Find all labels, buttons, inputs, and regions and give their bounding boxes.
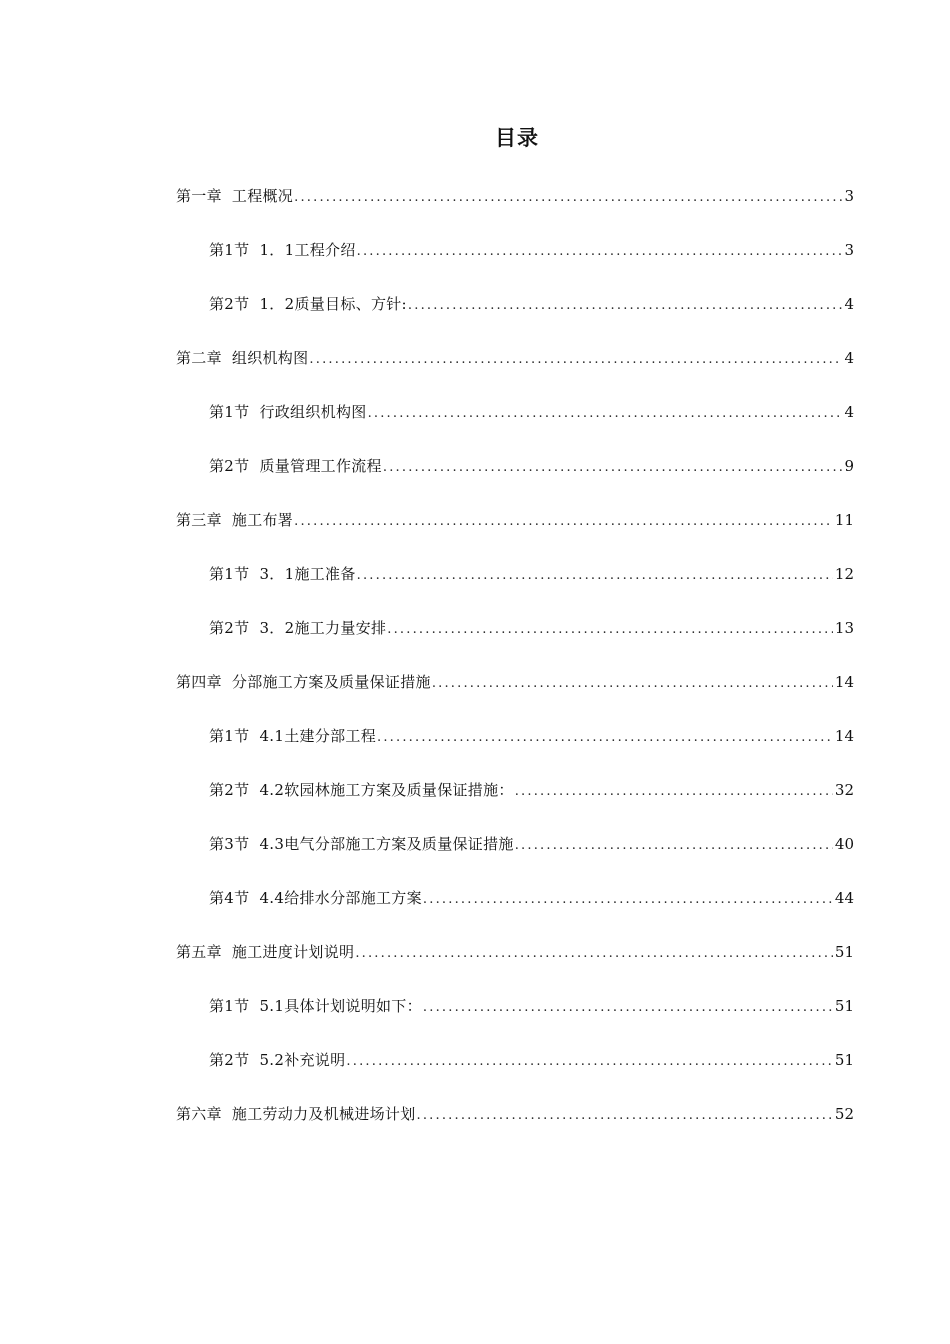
toc-entry-section[interactable]: [209, 1046, 854, 1074]
dot-leader: [387, 616, 833, 644]
toc-entry-number: 第3节: [209, 835, 250, 853]
toc-entry-label: [209, 452, 382, 480]
toc-entry-page: 44: [834, 889, 854, 907]
toc-entry-chapter[interactable]: [176, 668, 854, 696]
dot-leader: [515, 778, 833, 806]
toc-entry-page: 52: [834, 1105, 854, 1123]
toc-entry-chapter[interactable]: [176, 182, 854, 210]
dot-leader: [515, 832, 833, 860]
toc-entry-label: [209, 236, 356, 264]
toc-entry-number: 第2节: [209, 781, 250, 799]
dot-leader: [377, 724, 833, 752]
toc-entry-label: [176, 938, 354, 966]
dot-leader: [294, 184, 842, 212]
toc-entry-page: 3: [844, 241, 854, 259]
toc-entry-page: 11: [834, 511, 854, 529]
toc-entry-number: 第二章: [176, 349, 222, 367]
toc-entry-chapter[interactable]: [176, 938, 854, 966]
dot-leader: [408, 292, 843, 320]
toc-entry-number: 第1节: [209, 727, 250, 745]
toc-entry-page: 4: [844, 295, 854, 313]
toc-entry-text: 施工劳动力及机械进场计划: [231, 1105, 416, 1123]
toc-entry-label: [176, 344, 308, 372]
toc-entry-label: [209, 1046, 345, 1074]
toc-entry-number: 第四章: [176, 673, 222, 691]
toc-entry-page: 9: [844, 457, 854, 475]
dot-leader: [357, 562, 833, 590]
toc-entry-number: 第2节: [209, 1051, 250, 1069]
toc-entry-section[interactable]: [209, 830, 854, 858]
toc-entry-text: 4.3电气分部施工方案及质量保证措施: [259, 835, 514, 853]
toc-entry-section[interactable]: [209, 722, 854, 750]
toc-entry-number: 第2节: [209, 295, 250, 313]
toc-entry-page: 3: [844, 187, 854, 205]
toc-entry-number: 第2节: [209, 619, 250, 637]
toc-entry-number: 第1节: [209, 403, 250, 421]
toc-entry-page: 14: [834, 673, 854, 691]
toc-entry-text: 行政组织机构图: [259, 403, 367, 421]
toc-entry-text: 4.1土建分部工程: [259, 727, 377, 745]
toc-entry-section[interactable]: [209, 290, 854, 318]
toc-entry-text: 组织机构图: [231, 349, 309, 367]
toc-entry-number: 第1节: [209, 241, 250, 259]
toc-entry-page: 51: [834, 943, 854, 961]
toc-entry-page: 51: [834, 997, 854, 1015]
dot-leader: [309, 346, 842, 374]
toc-entry-label: [209, 398, 367, 426]
toc-entry-number: 第1节: [209, 997, 250, 1015]
toc-entry-text: 3．1施工准备: [259, 565, 356, 583]
toc-entry-text: 质量管理工作流程: [259, 457, 382, 475]
toc-entry-page: 14: [834, 727, 854, 745]
toc-entry-text: 施工布署: [231, 511, 294, 529]
toc-entry-section[interactable]: [209, 560, 854, 588]
dot-leader: [368, 400, 843, 428]
toc-entry-text: 施工进度计划说明: [231, 943, 355, 961]
toc-entry-section[interactable]: [209, 884, 854, 912]
toc-entry-text: 1．2质量目标、方针:: [259, 295, 407, 313]
toc-entry-section[interactable]: [209, 776, 854, 804]
toc-entry-label: [176, 506, 293, 534]
toc-entry-label: [209, 290, 407, 318]
dot-leader: [357, 238, 843, 266]
toc-entry-text: 4.2软园林施工方案及质量保证措施：: [259, 781, 514, 799]
toc-entry-label: [176, 668, 431, 696]
toc-entry-number: 第一章: [176, 187, 222, 205]
dot-leader: [432, 670, 833, 698]
dot-leader: [383, 454, 843, 482]
toc-entry-label: [209, 830, 514, 858]
toc-entry-number: 第三章: [176, 511, 222, 529]
toc-entry-label: [176, 182, 293, 210]
toc-entry-section[interactable]: [209, 614, 854, 642]
toc-entry-text: 5.2补充说明: [259, 1051, 346, 1069]
toc-entry-label: [209, 722, 376, 750]
toc-entry-number: 第五章: [176, 943, 222, 961]
toc-entry-page: 12: [834, 565, 854, 583]
toc-entry-page: 40: [834, 835, 854, 853]
toc-entry-page: 4: [844, 349, 854, 367]
toc-entry-chapter[interactable]: [176, 1100, 854, 1128]
dot-leader: [355, 940, 833, 968]
toc-entry-label: [209, 560, 356, 588]
toc-entry-number: 第1节: [209, 565, 250, 583]
dot-leader: [423, 886, 833, 914]
toc-entry-section[interactable]: [209, 992, 854, 1020]
toc-entry-label: [209, 992, 422, 1020]
dot-leader: [417, 1102, 833, 1130]
toc-entry-section[interactable]: [209, 398, 854, 426]
dot-leader: [346, 1048, 832, 1076]
toc-entry-page: 4: [844, 403, 854, 421]
toc-entry-page: 13: [834, 619, 854, 637]
toc-entry-number: 第2节: [209, 457, 250, 475]
toc-entry-text: 4.4给排水分部施工方案: [259, 889, 422, 907]
toc-entry-text: 1．1工程介绍: [259, 241, 356, 259]
toc-entry-page: 32: [834, 781, 854, 799]
toc-entry-chapter[interactable]: [176, 344, 854, 372]
toc-entry-text: 3．2施工力量安排: [259, 619, 387, 637]
toc-entry-text: 5.1具体计划说明如下：: [259, 997, 422, 1015]
dot-leader: [423, 994, 833, 1022]
toc-entry-text: 工程概况: [231, 187, 294, 205]
toc-entry-number: 第4节: [209, 889, 250, 907]
dot-leader: [294, 508, 833, 536]
toc-entry-section[interactable]: [209, 452, 854, 480]
toc-entry-page: 51: [834, 1051, 854, 1069]
toc-entry-text: 分部施工方案及质量保证措施: [231, 673, 431, 691]
toc-entry-section[interactable]: [209, 236, 854, 264]
toc-entry-label: [209, 776, 514, 804]
toc-entry-number: 第六章: [176, 1105, 222, 1123]
toc-title: 目录: [495, 126, 539, 150]
toc-entry-chapter[interactable]: [176, 506, 854, 534]
toc-entry-label: [209, 614, 386, 642]
toc-entry-label: [176, 1100, 416, 1128]
toc-entry-label: [209, 884, 422, 912]
